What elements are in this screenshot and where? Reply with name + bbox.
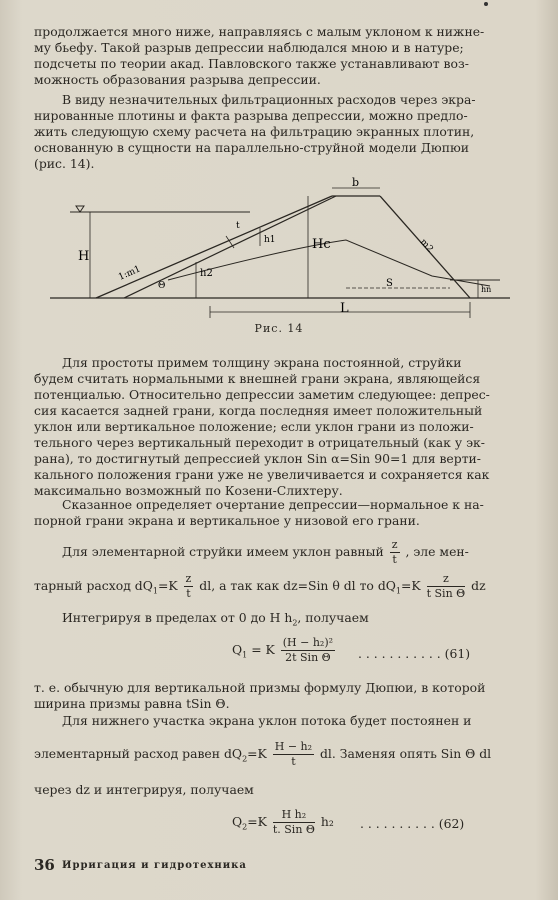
text-line: кального положения грани уже не увеличивается и сохраняется как [34,467,490,482]
z-tsin-fraction [427,572,466,601]
paragraph-3 [34,355,529,499]
page-number: 36 [34,856,55,874]
label-S: S [386,278,393,289]
fraction-numerator: z [427,572,466,587]
print-mark [484,2,488,6]
fraction-denominator: 2t Sin Θ [285,651,331,664]
formula-lhs: Q [232,642,243,657]
lower-fraction [273,740,314,769]
text-run: Для элементарной струйки имеем уклон равный [62,544,384,559]
text-run: через dz и интегрируя, получаем [34,782,254,797]
substitution-sentence [34,782,254,797]
text-run: тарный расход dQ [34,578,153,593]
paragraph-5 [34,680,529,712]
text-run: , получаем [297,610,369,625]
integration-sentence: Интегрируя в пределах от 0 до H $h_2$, получаем [62,610,369,628]
text-line: порной грани экрана и вертикальное у низовой его грани. [34,513,420,528]
text-line: основанную в сущности на параллельно-струйной модели Дюпюи [34,140,470,155]
figure-caption: Рис. 14 [254,322,304,335]
label-t: t [236,221,240,231]
text-line: можность образования разрыва депрессии. [34,72,321,87]
fraction-numerator: (H − h₂)² [282,636,334,649]
text-line: уклон или вертикальное положение; если уклон грани из положи- [34,419,474,434]
text-line: В виду незначительных фильтрационных расходов через экра- [62,92,476,107]
fraction-denominator: t [392,553,397,566]
label-Hc: Hc [312,237,331,252]
lower-section-sentence: элементарный расход равен $dQ_2=K$ $\frac{\text{H − h₂}}{t}$ dl. Заменяя опять Sin Θ dl [34,740,492,768]
formula-tail: h₂ [320,814,334,829]
water-level-mark [76,206,84,212]
screen-outer-face [96,196,332,298]
text-line: подсчеты по теории акад. Павловского также устанавливают воз- [34,56,469,71]
text-line: Для простоты примем толщину экрана постоянной, струйки [62,355,462,370]
label-b: b [352,176,360,189]
fraction-numerator: z [391,538,398,551]
formula-lhs: Q [232,814,243,829]
text-run: dl. Заменяя опять Sin Θ dl [320,746,492,761]
text-run: , эле мен- [405,544,469,559]
text-line: ширина призмы равна tSin Θ. [34,696,230,711]
fraction-numerator: H − h₂ [274,740,313,753]
label-h2: h2 [200,268,213,279]
label-h1: h1 [264,235,276,245]
paragraph-1 [34,24,529,88]
label-theta: Θ [158,281,166,291]
fraction-numerator: H h₂ [273,808,315,823]
equation-number-62: . . . . . . . . . . (62) [360,816,465,831]
formula-k: = K [251,642,275,657]
label-slope-m2: m2 [417,237,435,255]
formula-62: $Q_2=K$ $\frac{\text{H h₂}}{\text{t. Sin Θ}}$ h₂ [232,808,334,836]
text-line: рана), то достигнутый депрессией уклон Sin α=Sin 90=1 для верти- [34,451,481,466]
formula-62-fraction [273,808,315,837]
fraction-denominator: t Sin Θ [426,587,466,600]
text-line: продолжается много ниже, направляясь с малым уклоном к нижне- [34,24,485,39]
text-line: тельного через вертикальный переходит в отрицательный (как у эк- [34,435,485,450]
running-footer-title: Ирригация и гидротехника [62,860,247,871]
label-hn: hn [481,285,492,294]
label-H: H [78,249,90,264]
text-line: Для нижнего участка экрана уклон потока будет постоянен и [62,713,472,728]
fraction-denominator: t. Sin Θ [272,823,315,836]
formula-61-fraction [281,636,335,665]
text-run: dl, а так как dz=Sin θ dl то dQ [199,578,396,593]
text-line: Сказанное определяет очертание депрессии—нормальное к на- [62,497,484,512]
text-run: =K [401,578,421,593]
slope-fraction [390,538,400,567]
paragraph-4 [34,497,529,529]
dam-diagram [50,176,510,318]
paragraph-6 [34,713,529,729]
text-run: Интегрируя в пределах от 0 до H h [62,610,293,625]
text-line: нированные плотины и факта разрыва депрессии, можно предло- [34,108,468,123]
text-line: сия касается задней грани, когда последняя имеет положительный [34,403,483,418]
text-run: =K [157,578,178,593]
zt-fraction [184,572,194,601]
text-run: =K [247,746,267,761]
slope-sentence [62,538,469,567]
text-run: элементарный расход равен dQ [34,746,243,761]
fraction-denominator: t [186,587,191,600]
text-line: (рис. 14). [34,156,95,171]
text-run: dz [471,578,486,593]
text-line: потенциалью. Относительно депрессии заметим следующее: депрес- [34,387,490,402]
text-line: му бьефу. Такой разрыв депрессии наблюдался мною и в натуре; [34,40,464,55]
text-line: жить следующую схему расчета на фильтрацию экранных плотин, [34,124,475,139]
equation-number-61: . . . . . . . . . . . (61) [358,646,471,661]
text-line: т. е. обычную для вертикальной призмы формулу Дюпюи, в которой [34,680,486,695]
text-line: будем считать нормальными к внешней грани экрана, являющейся [34,371,481,386]
label-L: L [340,301,349,316]
formula-k: =K [247,814,267,829]
label-slope-1m: 1:m1 [117,264,143,283]
flow-element-sentence: тарный расход $dQ_1=K$ $\frac{z}{t}$ dl, а так как dz=Sin θ dl то $dQ_1=K$ $\frac{z}{\text{t Sin Θ}}$ dz [34,572,486,600]
text-line: максимально возможный по Козени-Слихтеру. [34,483,343,498]
paragraph-2 [34,92,529,172]
fraction-denominator: t [291,755,296,768]
fraction-numerator: z [185,572,192,585]
formula-61: $Q_1 = K$ $\frac{\text{(H − h₂)²}}{\text{2t Sin Θ}}$ [232,636,334,664]
